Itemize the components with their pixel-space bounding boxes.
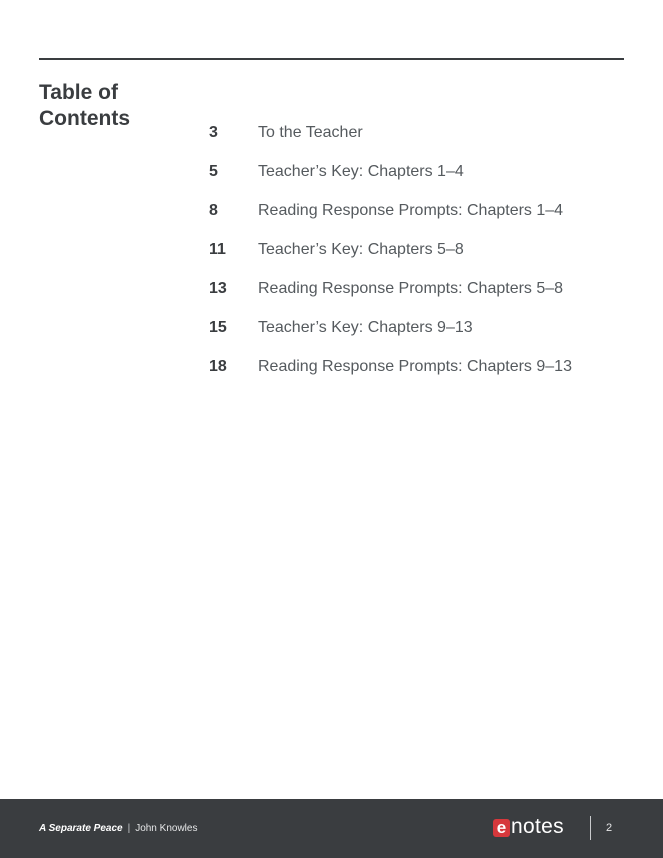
toc-entry-title: Reading Response Prompts: Chapters 9–13 xyxy=(258,358,572,375)
footer-divider xyxy=(590,816,591,840)
toc-page-number: 11 xyxy=(209,241,226,258)
toc-entry-title: Teacher’s Key: Chapters 1–4 xyxy=(258,163,464,180)
toc-entry-title: To the Teacher xyxy=(258,124,363,141)
page-number: 2 xyxy=(606,822,613,834)
page-footer xyxy=(0,799,663,858)
toc-entry-title: Reading Response Prompts: Chapters 1–4 xyxy=(258,202,564,219)
toc-entry[interactable] xyxy=(0,237,663,276)
toc-page-number: 13 xyxy=(209,280,227,297)
logo-e-icon: e xyxy=(493,819,510,837)
toc-entry-title: Teacher’s Key: Chapters 9–13 xyxy=(258,319,473,336)
toc-entry[interactable] xyxy=(0,276,663,315)
toc-page-number: 15 xyxy=(209,319,227,336)
toc-entry-title: Teacher’s Key: Chapters 5–8 xyxy=(258,241,464,258)
toc-entry[interactable] xyxy=(0,198,663,237)
toc-entry[interactable] xyxy=(0,159,663,198)
toc-entry[interactable] xyxy=(0,315,663,354)
footer-book-title: A Separate Peace xyxy=(39,823,123,834)
toc-entry[interactable] xyxy=(0,354,663,393)
footer-author: John Knowles xyxy=(135,823,198,834)
toc-entry-title: Reading Response Prompts: Chapters 5–8 xyxy=(258,280,564,297)
toc-page-number: 8 xyxy=(209,202,218,219)
footer-book-info xyxy=(39,823,197,834)
toc-page-number: 3 xyxy=(209,124,218,141)
logo-wordmark: notes xyxy=(511,815,564,838)
footer-separator: | xyxy=(127,823,131,834)
toc-entry[interactable] xyxy=(0,120,663,159)
toc-page-number: 5 xyxy=(209,163,218,180)
page-title: Table of Contents xyxy=(39,81,130,130)
table-of-contents xyxy=(0,120,663,393)
top-rule xyxy=(39,58,624,60)
toc-page-number: 18 xyxy=(209,358,227,375)
